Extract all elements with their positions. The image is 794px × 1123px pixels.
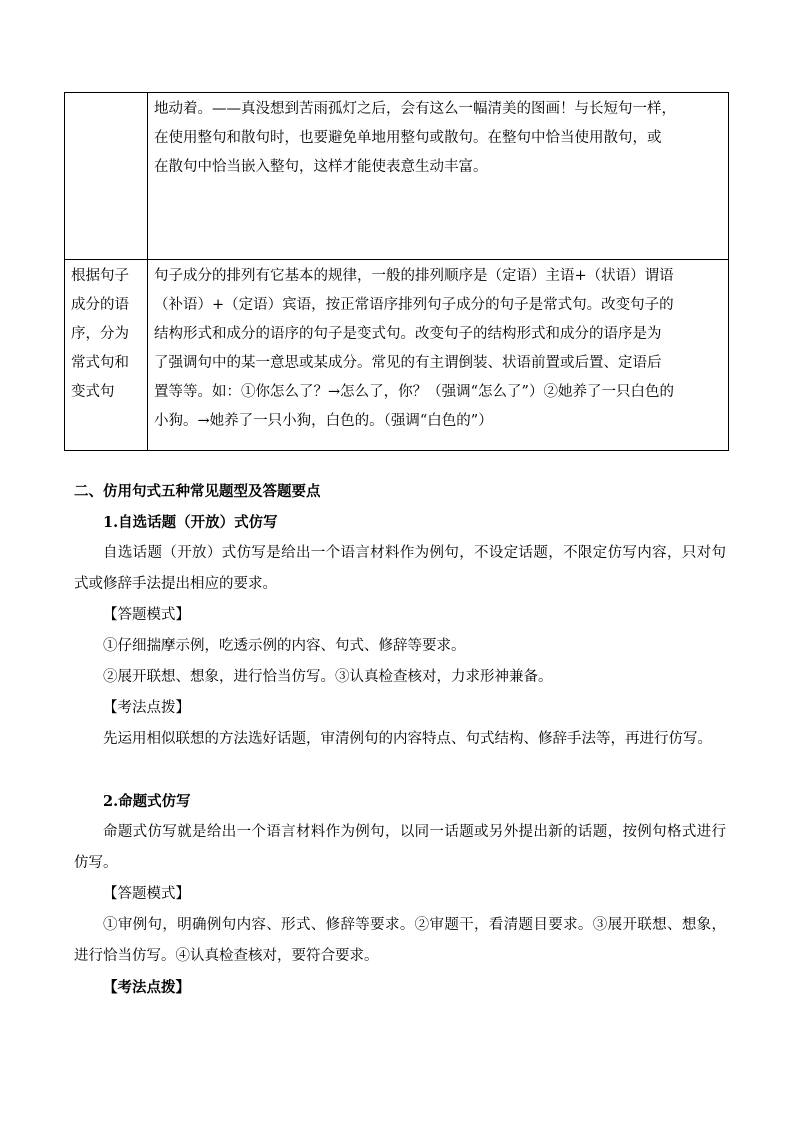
table-row [65, 260, 729, 451]
paragraph: ②展开联想、想象，进行恰当仿写。③认真检查核对，力求形神兼备。 [103, 669, 553, 685]
mode-label: 【答题模式】 [103, 607, 190, 623]
cell-label-line: 成分的语 [71, 297, 129, 313]
table-cell-left [65, 260, 148, 451]
tip-label: 【考法点拨】 [103, 979, 190, 996]
table-cell-right [148, 93, 729, 260]
cell-label-line: 根据句子 [71, 268, 129, 284]
table-row [65, 93, 729, 260]
mode-label: 【答题模式】 [103, 886, 190, 902]
cell-text-line: 地动着。——真没想到苦雨孤灯之后，会有这么一幅清美的图画！与长短句一样， [154, 101, 676, 117]
cell-text-line: 置等等。如：①你怎么了？→怎么了，你？（强调“怎么了”）②她养了一只白色的 [154, 384, 674, 400]
paragraph: ①仔细揣摩示例，吃透示例的内容、句式、修辞等要求。 [103, 638, 466, 654]
cell-label-line: 常式句和 [71, 355, 129, 371]
cell-text-line: 在使用整句和散句时，也要避免单地用整句或散句。在整句中恰当使用散句，或 [154, 130, 662, 146]
paragraph: 先运用相似联想的方法选好话题，审清例句的内容特点、句式结构、修辞手法等，再进行仿写。 [103, 731, 712, 747]
cell-label-line: 变式句 [71, 384, 115, 400]
subsection-title: 2.命题式仿写 [103, 793, 191, 810]
cell-text-line: 结构形式和成分的语序的句子是变式句。改变句子的结构形式和成分的语序是为 [154, 326, 662, 342]
cell-text-line: 了强调句中的某一意思或某成分。常见的有主谓倒装、状语前置或后置、定语后 [154, 355, 662, 371]
paragraph: 命题式仿写就是给出一个语言材料作为例句，以同一话题或另外提出新的话题，按例句格式进行仿写。 [74, 824, 726, 871]
cell-text-line: 句子成分的排列有它基本的规律，一般的排列顺序是（定语）主语+（状语）谓语 [154, 268, 674, 284]
cell-text-line: （补语）+（定语）宾语，按正常语序排列句子成分的句子是常式句。改变句子的 [154, 297, 674, 313]
paragraph: ①审例句，明确例句内容、形式、修辞等要求。②审题干，看清题目要求。③展开联想、想象，进行恰当仿写。④认真检查核对，要符合要求。 [74, 917, 726, 964]
table-cell-right [148, 260, 729, 451]
section-heading: 二、仿用句式五种常见题型及答题要点 [74, 483, 321, 500]
paragraph: 自选话题（开放）式仿写是给出一个语言材料作为例句，不设定话题，不限定仿写内容，只对句式或修辞手法提出相应的要求。 [74, 545, 726, 592]
subsection-title: 1.自选话题（开放）式仿写 [103, 514, 278, 531]
cell-label-line: 序，分为 [71, 326, 129, 342]
tip-label: 【考法点拨】 [103, 700, 190, 716]
content-table [64, 92, 729, 451]
cell-text-line: 在散句中恰当嵌入整句，这样才能使表意生动丰富。 [154, 159, 488, 175]
table-cell-left [65, 93, 148, 260]
cell-text-line: 小狗。→她养了一只小狗，白色的。（强调“白色的”） [154, 413, 493, 429]
